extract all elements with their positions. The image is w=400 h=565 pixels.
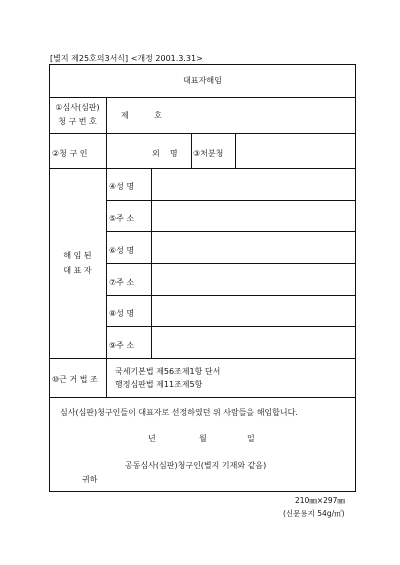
agency-label: ③처분청 [193,149,224,158]
agency-value-line [235,133,236,168]
sublabel-column-line [151,168,152,358]
row-divider [50,168,355,169]
row-divider [50,133,355,134]
signer-text: 공동심사(심판)청구인(별지 기재와 같음) [125,461,267,470]
entry-2-name-label: ⑥성 명 [109,246,135,255]
form-title-row [50,65,355,98]
date-month: 월 [199,434,207,443]
dismissed-label-line2: 대 표 자 [63,266,92,275]
paper-size-note: 210㎜×297㎜ [295,496,345,505]
paper-type-note: (신문용지 54g/㎡) [283,509,345,518]
legal-basis-label: ⑩근 거 법 조 [52,375,98,384]
entry-1-address-label: ⑤주 소 [109,214,135,223]
statement-text: 심사(심판)청구인들이 대표자로 선정하였던 위 사람들을 해임합니다. [60,408,298,417]
date-day: 일 [247,434,255,443]
date-year: 년 [148,434,156,443]
dismissed-label-line1: 해 임 된 [63,251,92,260]
case-number-label-line2: 청 구 번 호 [58,117,97,126]
label-column-line [106,97,107,397]
claimant-others: 외 명 [152,149,178,158]
entry-2-address-label: ⑦주 소 [109,278,135,287]
entry-divider [106,231,355,232]
claimant-label: ②청 구 인 [52,149,88,158]
entry-divider [106,200,355,201]
entry-divider [106,263,355,264]
entry-3-name-label: ⑧성 명 [109,309,135,318]
entry-1-name-label: ④성 명 [109,182,135,191]
case-number-label-line1: ①심사(심판) [55,103,100,112]
row-divider [50,397,355,398]
case-number-suffix: 호 [154,111,162,120]
entry-divider [106,326,355,327]
agency-column-line [191,133,192,168]
case-number-prefix: 제 [121,111,129,120]
legal-basis-line1: 국세기본법 제56조제1항 단서 [115,367,221,376]
header-note: [별지 제25호의3서식] <개정 2001.3.31> [50,54,203,63]
row-divider [50,358,355,359]
entry-divider [106,295,355,296]
form-frame [49,64,356,492]
entry-3-address-label: ⑨주 소 [109,341,135,350]
legal-basis-line2: 행정심판법 제11조제5항 [115,380,203,389]
form-title: 대표자해임 [183,76,222,85]
addressee-text: 귀하 [82,475,98,484]
